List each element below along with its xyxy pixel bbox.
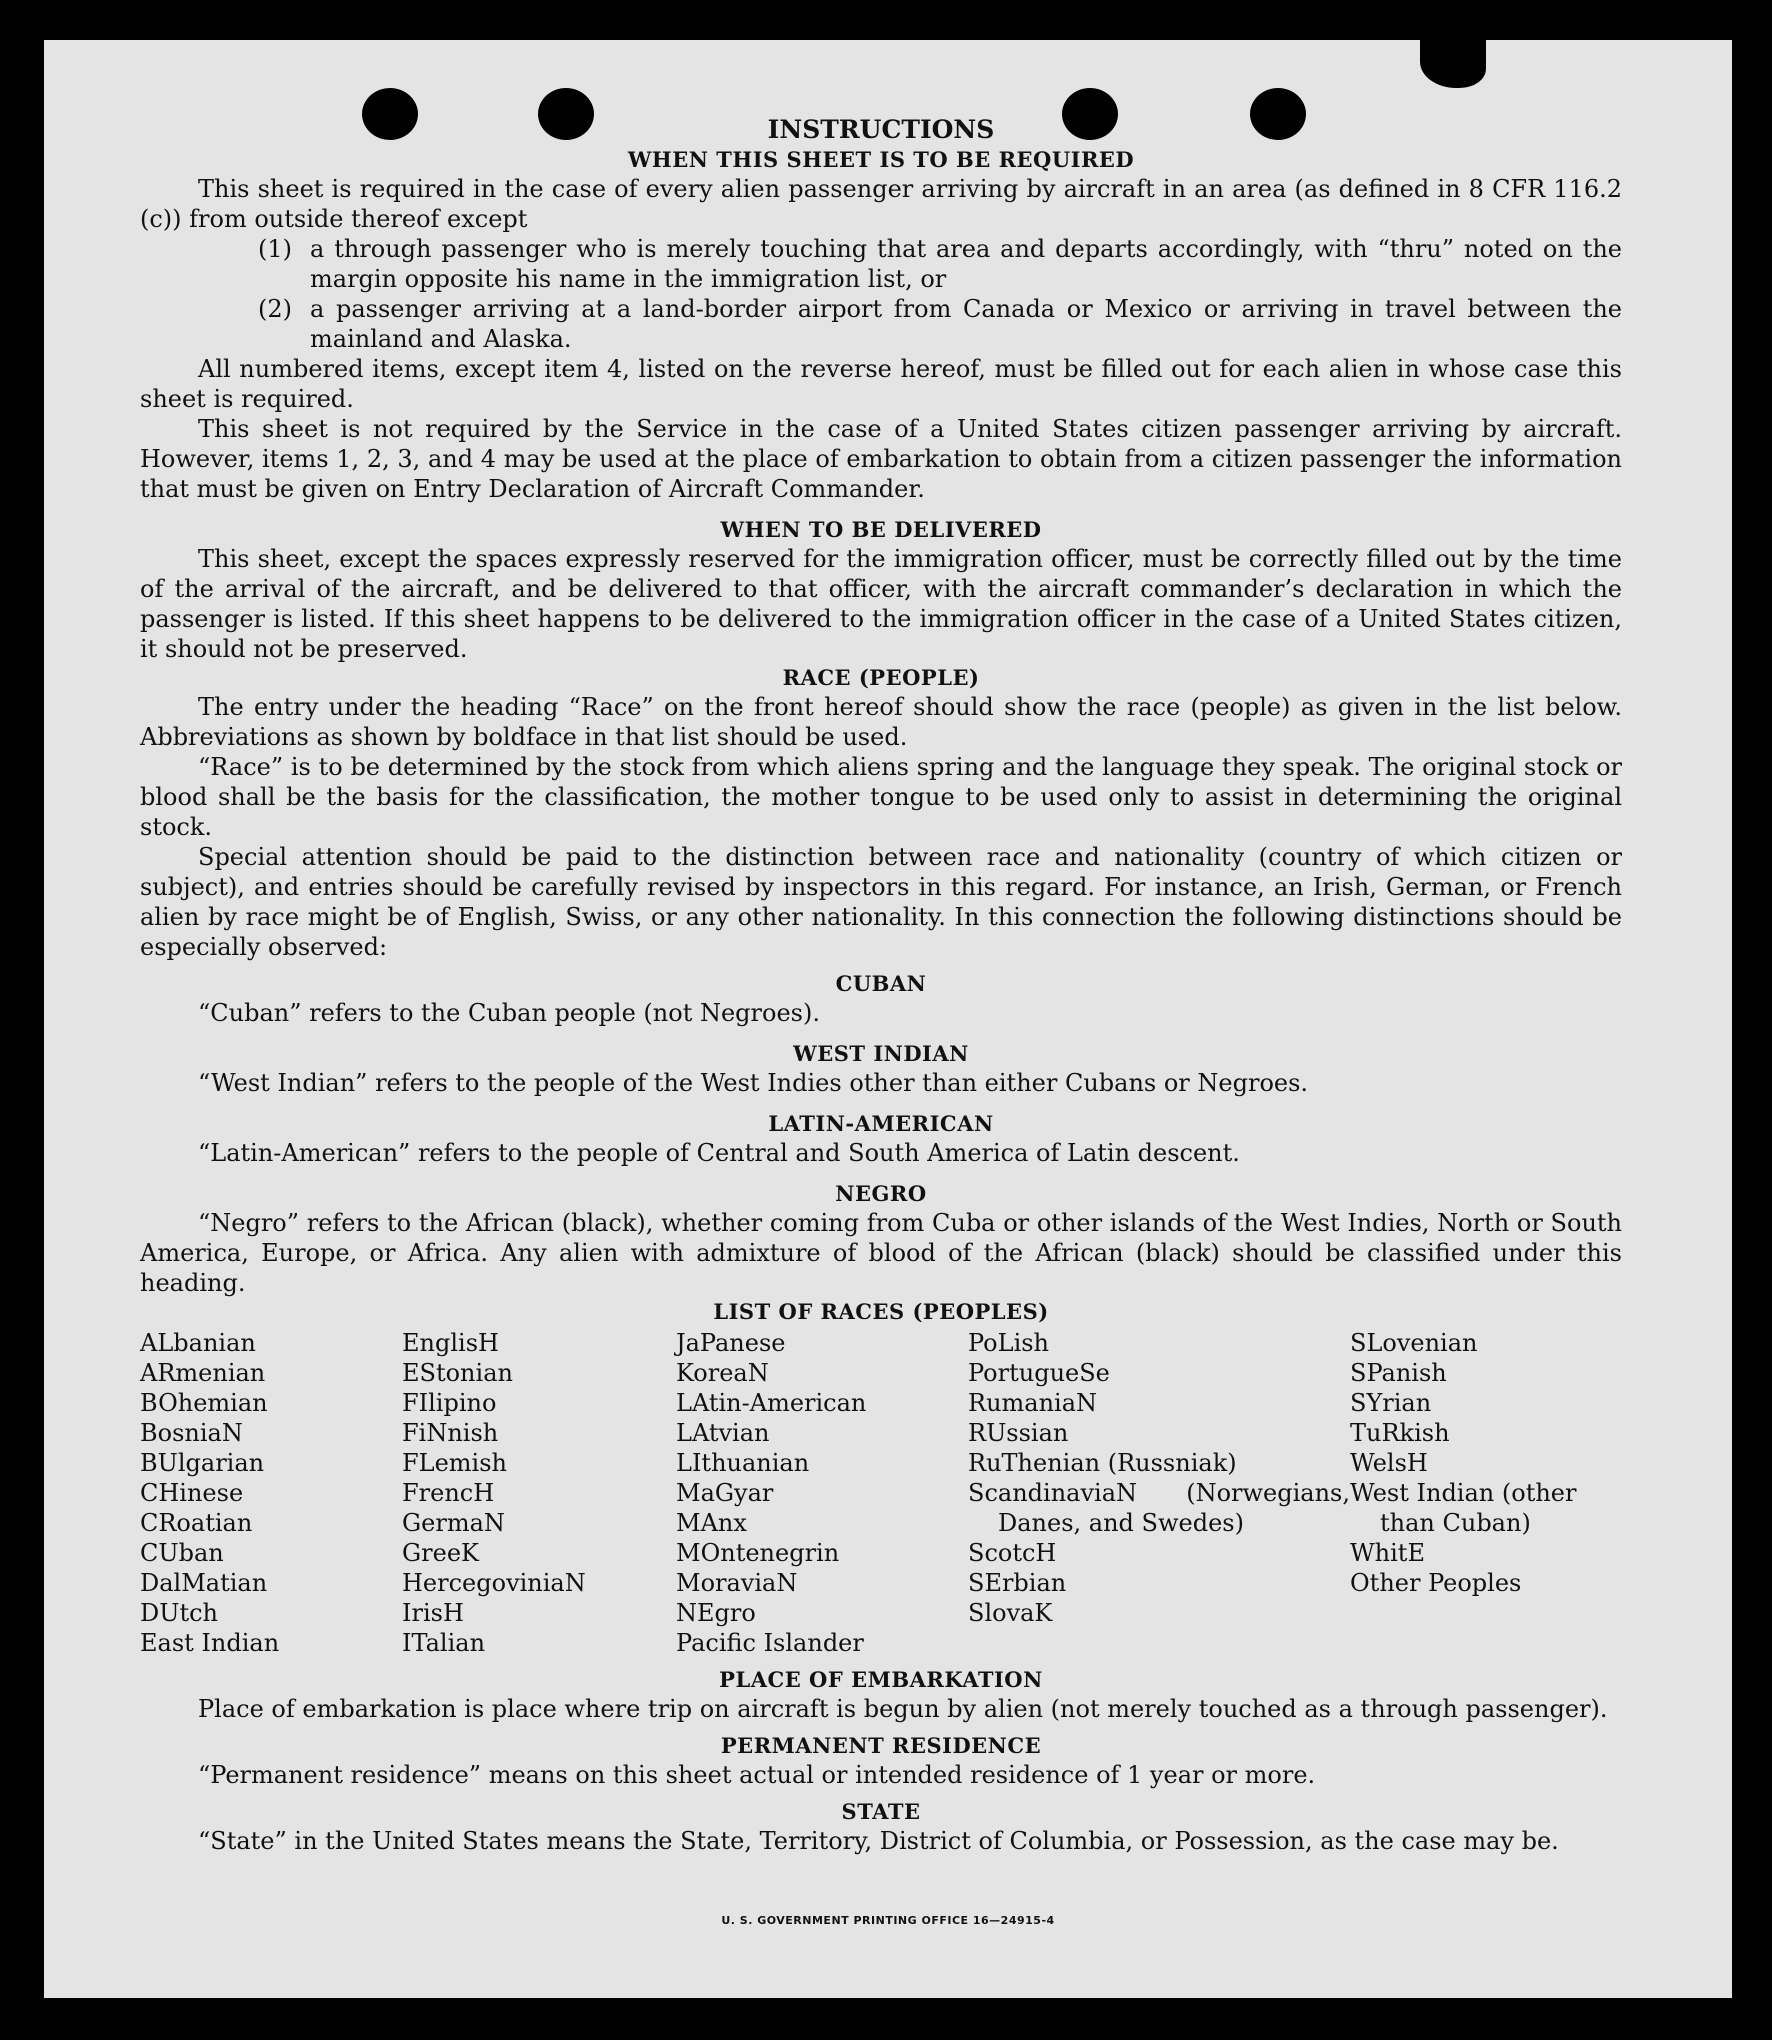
paragraph: Special attention should be paid to the distinction between race and nationality (country of which citizen or subject), and entries should be carefully revised by inspectors in this regard. For instance, an Irish, German, or French alien by race might be of English, Swiss, or any other nationality. In this connection the following distinctions should be especially observed: bbox=[140, 843, 1622, 961]
race-entry: EStonian bbox=[402, 1359, 513, 1387]
race-entry: IrisH bbox=[402, 1599, 464, 1627]
section-heading-cuban: CUBAN bbox=[835, 971, 927, 996]
paragraph: “Permanent residence” means on this sheet actual or intended residence of 1 year or more. bbox=[198, 1761, 1316, 1789]
section-heading-residence: PERMANENT RESIDENCE bbox=[720, 1733, 1042, 1758]
race-entry: MOntenegrin bbox=[676, 1539, 840, 1567]
races-list bbox=[140, 1328, 1622, 1658]
race-entry: PortugueSe bbox=[968, 1359, 1110, 1387]
races-column bbox=[968, 1328, 1350, 1658]
race-entry: SPanish bbox=[1350, 1359, 1447, 1387]
item-number: (2) bbox=[258, 295, 292, 323]
paragraph: This sheet is not required by the Service in the case of a United States citizen passenger arriving by aircraft. However, items 1, 2, 3, and 4 may be used at the place of embarkation to obtain from a citizen passenger the information that must be given on Entry Declaration of Aircraft Commander. bbox=[140, 415, 1622, 503]
race-entry: CRoatian bbox=[140, 1509, 253, 1537]
race-entry: FIlipino bbox=[402, 1389, 497, 1417]
section-heading-races-list: LIST OF RACES (PEOPLES) bbox=[713, 1299, 1049, 1324]
race-entry: Pacific Islander bbox=[676, 1629, 864, 1657]
races-column bbox=[1350, 1328, 1622, 1658]
race-entry: FiNnish bbox=[402, 1419, 499, 1447]
race-entry: FrencH bbox=[402, 1479, 495, 1507]
race-entry: EnglisH bbox=[402, 1329, 499, 1357]
section-heading-embarkation: PLACE OF EMBARKATION bbox=[719, 1667, 1043, 1692]
page-title: INSTRUCTIONS bbox=[767, 115, 995, 144]
race-entry: BOhemian bbox=[140, 1389, 268, 1417]
paragraph: The entry under the heading “Race” on the front hereof should show the race (people) as given in the list below. Abbreviations as shown by boldface in that list should be used. bbox=[140, 693, 1622, 751]
races-column bbox=[140, 1328, 402, 1658]
list-item bbox=[258, 294, 1622, 354]
section-heading-latin-american: LATIN-AMERICAN bbox=[768, 1111, 994, 1136]
paragraph: “Negro” refers to the African (black), whether coming from Cuba or other islands of the West Indies, North or South America, Europe, or Africa. Any alien with admixture of blood of the African (black) should be classified under this heading. bbox=[140, 1209, 1622, 1297]
section-heading-west-indian: WEST INDIAN bbox=[793, 1041, 969, 1066]
race-entry: MoraviaN bbox=[676, 1569, 798, 1597]
race-entry: East Indian bbox=[140, 1629, 280, 1657]
race-entry: BosniaN bbox=[140, 1419, 243, 1447]
paragraph: “State” in the United States means the State, Territory, District of Columbia, or Possession, as the case may be. bbox=[198, 1827, 1559, 1855]
race-entry: WelsH bbox=[1350, 1449, 1428, 1477]
races-column bbox=[676, 1328, 968, 1658]
race-entry: DUtch bbox=[140, 1599, 219, 1627]
race-entry: SLovenian bbox=[1350, 1329, 1478, 1357]
paragraph: This sheet, except the spaces expressly reserved for the immigration officer, must be correctly filled out by the time of the arrival of the aircraft, and be delivered to that officer, with the aircraft commander’s declaration in which the passenger is listed. If this sheet happens to be delivered to the immigration officer in the case of a United States citizen, it should not be preserved. bbox=[140, 545, 1622, 663]
list-item bbox=[258, 234, 1622, 294]
item-text: a through passenger who is merely touching that area and departs accordingly, with “thru” noted on the margin opposite his name in the immigration list, or bbox=[310, 235, 1622, 293]
race-entry: LAtin-American bbox=[676, 1389, 867, 1417]
race-entry: KoreaN bbox=[676, 1359, 769, 1387]
document-page bbox=[44, 40, 1732, 1998]
race-entry: RUssian bbox=[968, 1419, 1069, 1447]
printer-footer: U. S. GOVERNMENT PRINTING OFFICE 16—24915-4 bbox=[721, 1914, 1055, 1927]
race-entry: LIthuanian bbox=[676, 1449, 810, 1477]
race-entry: CHinese bbox=[140, 1479, 244, 1507]
paragraph: “Race” is to be determined by the stock from which aliens spring and the language they speak. The original stock or blood shall be the basis for the classification, the mother tongue to be used only to assist in determining the original stock. bbox=[140, 753, 1622, 841]
race-entry: West Indian (other than Cuban) bbox=[1350, 1479, 1577, 1537]
paragraph: “West Indian” refers to the people of the West Indies other than either Cubans or Negroes. bbox=[198, 1069, 1309, 1097]
race-entry: JaPanese bbox=[676, 1329, 786, 1357]
paragraph: All numbered items, except item 4, listed on the reverse hereof, must be filled out for each alien in whose case this sheet is required. bbox=[140, 355, 1622, 413]
section-heading-required: WHEN THIS SHEET IS TO BE REQUIRED bbox=[627, 147, 1135, 172]
race-entry: SYrian bbox=[1350, 1389, 1432, 1417]
race-entry: MAnx bbox=[676, 1509, 747, 1537]
item-number: (1) bbox=[258, 235, 292, 263]
race-entry: ALbanian bbox=[140, 1329, 256, 1357]
race-entry: MaGyar bbox=[676, 1479, 774, 1507]
race-entry: FLemish bbox=[402, 1449, 507, 1477]
race-entry: ITalian bbox=[402, 1629, 486, 1657]
item-text: a passenger arriving at a land-border airport from Canada or Mexico or arriving in travel between the mainland and Alaska. bbox=[310, 295, 1622, 353]
race-entry: RuThenian (Russniak) bbox=[968, 1449, 1237, 1477]
race-entry: RumaniaN bbox=[968, 1389, 1098, 1417]
race-entry: NEgro bbox=[676, 1599, 756, 1627]
race-entry: WhitE bbox=[1350, 1539, 1425, 1567]
race-entry: PoLish bbox=[968, 1329, 1050, 1357]
race-entry: GermaN bbox=[402, 1509, 505, 1537]
race-entry: ScandinaviaN (Norwegians, Danes, and Swedes) bbox=[968, 1479, 1350, 1537]
torn-corner bbox=[1420, 40, 1486, 88]
race-entry: SlovaK bbox=[968, 1599, 1053, 1627]
race-entry: BUlgarian bbox=[140, 1449, 265, 1477]
section-heading-state: STATE bbox=[841, 1799, 921, 1824]
section-heading-race: RACE (PEOPLE) bbox=[782, 665, 980, 690]
race-entry: CUban bbox=[140, 1539, 224, 1567]
section-heading-negro: NEGRO bbox=[835, 1181, 927, 1206]
race-entry: ARmenian bbox=[140, 1359, 266, 1387]
race-entry: GreeK bbox=[402, 1539, 479, 1567]
races-column bbox=[402, 1328, 676, 1658]
paragraph: This sheet is required in the case of every alien passenger arriving by aircraft in an area (as defined in 8 CFR 116.2 (c)) from outside thereof except bbox=[140, 175, 1622, 233]
paragraph: Place of embarkation is place where trip on aircraft is begun by alien (not merely touched as a through passenger). bbox=[198, 1695, 1608, 1723]
section-heading-delivered: WHEN TO BE DELIVERED bbox=[720, 517, 1042, 542]
race-entry: LAtvian bbox=[676, 1419, 770, 1447]
race-entry: HercegoviniaN bbox=[402, 1569, 586, 1597]
instructions-body bbox=[140, 112, 1622, 1856]
exception-list bbox=[140, 234, 1622, 354]
race-entry: ScotcH bbox=[968, 1539, 1057, 1567]
race-entry: SErbian bbox=[968, 1569, 1067, 1597]
paragraph: “Cuban” refers to the Cuban people (not Negroes). bbox=[198, 999, 820, 1027]
race-entry: DalMatian bbox=[140, 1569, 268, 1597]
race-entry: TuRkish bbox=[1350, 1419, 1450, 1447]
race-entry: Other Peoples bbox=[1350, 1569, 1522, 1597]
paragraph: “Latin-American” refers to the people of Central and South America of Latin descent. bbox=[198, 1139, 1240, 1167]
